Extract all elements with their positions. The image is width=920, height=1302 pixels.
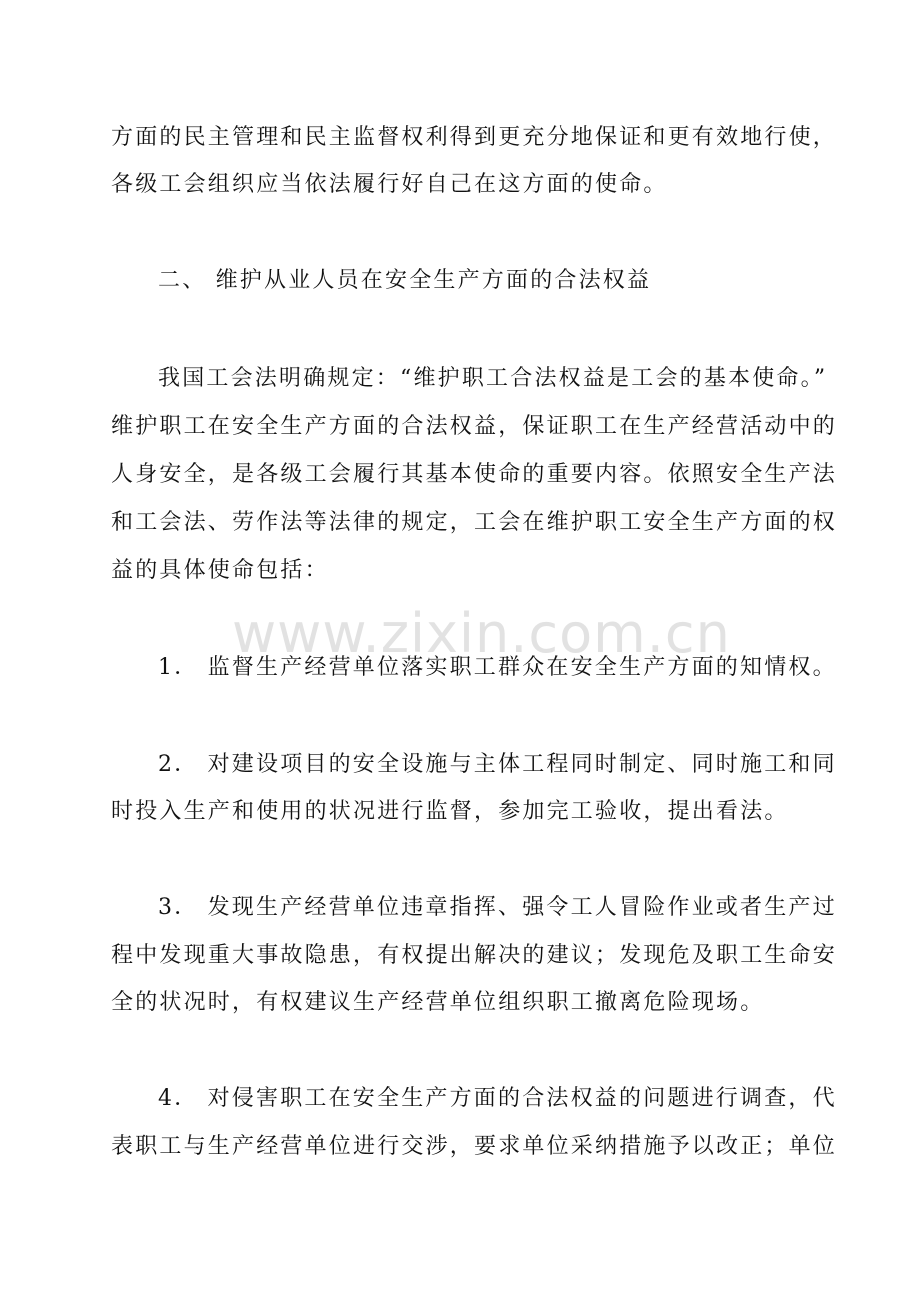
section-heading: 二、 维护从业人员在安全生产方面的合法权益 (158, 268, 652, 293)
text-line: 3． 发现生产经营单位违章指挥、强令工人冒险作业或者生产过 (158, 895, 837, 920)
text-line: 全的状况时，有权建议生产经营单位组织职工撤离危险现场。 (111, 990, 765, 1015)
text-line: 4． 对侵害职工在安全生产方面的合法权益的问题进行调查，代 (158, 1086, 837, 1111)
text-line: 各级工会组织应当依法履行好自己在这方面的使命。 (111, 172, 668, 197)
text-line: 维护职工在安全生产方面的合法权益，保证职工在生产经营活动中的 (111, 414, 838, 439)
text-line: 方面的民主管理和民主监督权利得到更充分地保证和更有效地行使， (111, 125, 838, 150)
text-line: 时投入生产和使用的状况进行监督，参加完工验收，提出看法。 (111, 799, 789, 824)
text-line: 益的具体使命包括： (111, 558, 329, 583)
text-line: 1． 监督生产经营单位落实职工群众在安全生产方面的知情权。 (158, 655, 837, 680)
text-line: 我国工会法明确规定：“维护职工合法权益是工会的基本使命。” (158, 366, 828, 391)
watermark: www.zixin.com.cn (232, 602, 731, 665)
text-line: 表职工与生产经营单位进行交涉，要求单位采纳措施予以改正；单位 (111, 1134, 838, 1159)
text-line: 程中发现重大事故隐患，有权提出解决的建议；发现危及职工生命安 (111, 943, 838, 968)
text-line: 人身安全，是各级工会履行其基本使命的重要内容。依照安全生产法 (111, 462, 838, 487)
text-line: 和工会法、劳作法等法律的规定，工会在维护职工安全生产方面的权 (111, 510, 838, 535)
text-line: 2． 对建设项目的安全设施与主体工程同时制定、同时施工和同 (158, 752, 837, 777)
